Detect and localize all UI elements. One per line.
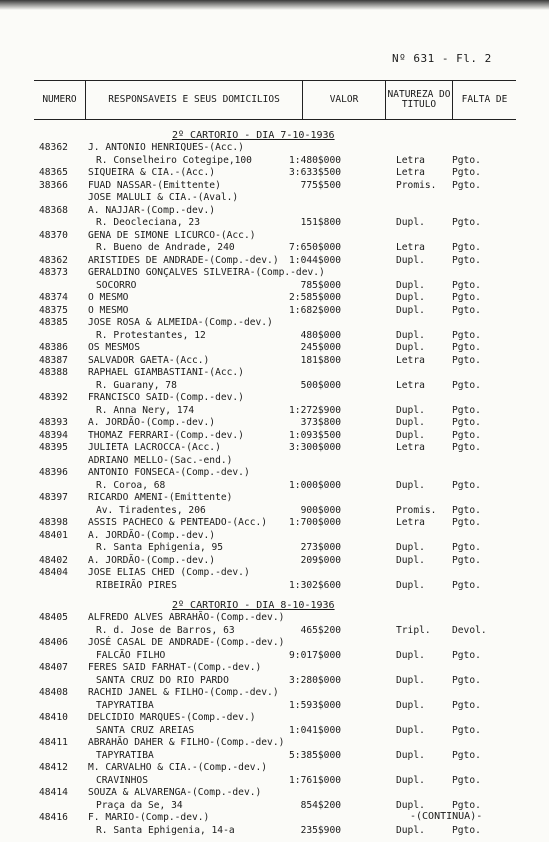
table-row bbox=[0, 329, 549, 342]
table-row bbox=[0, 279, 549, 292]
table-row bbox=[0, 824, 549, 837]
falta-de: Pgto. bbox=[452, 167, 481, 178]
natureza-titulo: Dupl. bbox=[396, 404, 425, 416]
responsavel-name: RAPHAEL GIAMBASTIANI-(Acc.) bbox=[88, 367, 244, 378]
table-row bbox=[0, 579, 549, 592]
table-row bbox=[0, 761, 549, 774]
responsavel-name: JOSE MALULI & CIA.-(Aval.) bbox=[88, 192, 239, 203]
natureza-titulo: Letra bbox=[396, 517, 425, 528]
domicilio: R. Conselheiro Cotegipe,100 bbox=[96, 154, 252, 166]
natureza-titulo: Dupl. bbox=[396, 749, 425, 761]
page-number: Nº 631 - Fl. 2 bbox=[392, 52, 492, 65]
header-natureza: NATUREZA DO TITULO bbox=[387, 89, 451, 110]
valor: 900$000 bbox=[300, 504, 341, 516]
entry-number: 48401 bbox=[39, 529, 68, 541]
entry-number: 48398 bbox=[39, 517, 68, 528]
entry-number: 48416 bbox=[39, 812, 68, 823]
valor: 151$800 bbox=[300, 217, 341, 228]
table-row bbox=[0, 479, 549, 492]
natureza-titulo: Dupl. bbox=[396, 279, 425, 291]
responsavel-name: ABRAHÃO DAHER & FILHO-(Comp.-dev.) bbox=[88, 737, 285, 748]
responsavel-name: GERALDINO GONÇALVES SILVEIRA-(Comp.-dev.) bbox=[88, 267, 325, 278]
valor: 3:280$000 bbox=[289, 674, 341, 686]
valor: 775$500 bbox=[300, 179, 341, 191]
responsavel-name: ASSIS PACHECO & PENTEADO-(Acc.) bbox=[88, 517, 268, 528]
responsavel-name: F. MARIO-(Comp.-dev.) bbox=[88, 812, 210, 823]
table-row bbox=[0, 749, 549, 762]
entry-number: 48394 bbox=[39, 429, 68, 441]
entry-number: 48362 bbox=[39, 142, 68, 153]
header-responsaveis: RESPONSAVEIS E SEUS DOMICILIOS bbox=[108, 94, 280, 105]
natureza-titulo: Dupl. bbox=[396, 649, 425, 661]
falta-de: Pgto. bbox=[452, 442, 481, 453]
natureza-titulo: Dupl. bbox=[396, 674, 425, 686]
responsavel-name: JOSE ELIAS CHED (Comp.-dev.) bbox=[88, 567, 250, 578]
responsavel-name: GENA DE SIMONE LICURCO-(Acc.) bbox=[88, 229, 256, 241]
natureza-titulo: Dupl. bbox=[396, 724, 425, 736]
entry-number: 48393 bbox=[39, 417, 68, 428]
entry-number: 38366 bbox=[39, 179, 68, 191]
falta-de: Pgto. bbox=[452, 342, 481, 353]
falta-de: Pgto. bbox=[452, 824, 481, 836]
falta-de: Pgto. bbox=[452, 304, 481, 316]
falta-de: Pgto. bbox=[452, 429, 481, 441]
entry-number: 48397 bbox=[39, 492, 68, 503]
falta-de: Pgto. bbox=[452, 649, 481, 661]
responsavel-name: RICARDO AMENI-(Emittente) bbox=[88, 492, 233, 503]
table-row bbox=[0, 661, 549, 674]
valor: 1:682$000 bbox=[289, 304, 341, 316]
responsavel-name: DELCIDIO MARQUES-(Comp.-dev.) bbox=[88, 712, 256, 723]
responsavel-name: OS MESMOS bbox=[88, 342, 140, 353]
natureza-titulo: Letra bbox=[396, 242, 425, 253]
domicilio: SOCORRO bbox=[96, 279, 137, 291]
table-row bbox=[0, 699, 549, 712]
table-row bbox=[0, 554, 549, 567]
valor: 1:700$000 bbox=[289, 517, 341, 528]
falta-de: Pgto. bbox=[452, 354, 481, 366]
falta-de: Pgto. bbox=[452, 154, 481, 166]
valor: 1:272$900 bbox=[289, 404, 341, 416]
falta-de: Devol. bbox=[452, 624, 487, 636]
natureza-titulo: Dupl. bbox=[396, 217, 425, 228]
continua-note: -(CONTINUA)- bbox=[410, 811, 483, 822]
responsavel-name: FRANCISCO SAID-(Comp.-dev.) bbox=[88, 392, 244, 403]
entry-number: 48408 bbox=[39, 687, 68, 698]
table-row bbox=[0, 391, 549, 404]
responsavel-name: ADRIANO MELLO-(Sac.-end.) bbox=[88, 454, 233, 466]
responsavel-name: A. JORDÃO-(Comp.-dev.) bbox=[88, 554, 216, 566]
natureza-titulo: Dupl. bbox=[396, 254, 425, 266]
natureza-titulo: Dupl. bbox=[396, 304, 425, 316]
responsavel-name: J. ANTONIO HENRIQUES-(Acc.) bbox=[88, 142, 244, 153]
valor: 273$000 bbox=[300, 542, 341, 553]
valor: 235$900 bbox=[300, 824, 341, 836]
falta-de: Pgto. bbox=[452, 724, 481, 736]
natureza-titulo: Letra bbox=[396, 167, 425, 178]
domicilio: R. Santa Ephigenia, 95 bbox=[96, 542, 224, 553]
falta-de: Pgto. bbox=[452, 242, 481, 253]
table-row bbox=[0, 649, 549, 662]
responsavel-name: SALVADOR GAETA-(Acc.) bbox=[88, 354, 210, 366]
domicilio: SANTA CRUZ DO RIO PARDO bbox=[96, 674, 229, 686]
table-row bbox=[0, 624, 549, 637]
responsavel-name: RACHID JANEL & FILHO-(Comp.-dev.) bbox=[88, 687, 279, 698]
table-row bbox=[0, 229, 549, 242]
entry-number: 48385 bbox=[39, 317, 68, 328]
table-row bbox=[0, 774, 549, 787]
table-row bbox=[0, 141, 549, 154]
responsavel-name: ALFREDO ALVES ABRAHÃO-(Comp.-dev.) bbox=[88, 612, 285, 623]
domicilio: R. Coroa, 68 bbox=[96, 479, 166, 491]
falta-de: Pgto. bbox=[452, 699, 481, 711]
table-row bbox=[0, 166, 549, 179]
table-row bbox=[0, 799, 549, 812]
valor: 1:044$000 bbox=[289, 254, 341, 266]
table-row bbox=[0, 566, 549, 579]
table-row bbox=[0, 204, 549, 217]
table-row bbox=[0, 429, 549, 442]
domicilio: TAPYRATIBA bbox=[96, 699, 154, 711]
domicilio: FALCÃO FILHO bbox=[96, 649, 166, 661]
domicilio: Av. Tiradentes, 206 bbox=[96, 504, 206, 516]
valor: 1:593$000 bbox=[289, 699, 341, 711]
entry-number: 48414 bbox=[39, 787, 68, 798]
natureza-titulo: Dupl. bbox=[396, 774, 425, 786]
entry-number: 48368 bbox=[39, 204, 68, 216]
domicilio: R. Protestantes, 12 bbox=[96, 329, 206, 341]
natureza-titulo: Dupl. bbox=[396, 542, 425, 553]
valor: 181$800 bbox=[300, 354, 341, 366]
responsavel-name: A. JORDÃO-(Comp.-dev.) bbox=[88, 529, 216, 541]
responsavel-name: O MESMO bbox=[88, 304, 129, 316]
falta-de: Pgto. bbox=[452, 379, 481, 391]
section-title: 2º CARTORIO - DIA 7-10-1936 bbox=[172, 130, 335, 141]
entry-number: 48375 bbox=[39, 304, 68, 316]
natureza-titulo: Tripl. bbox=[396, 624, 431, 636]
entry-number: 48373 bbox=[39, 267, 68, 278]
responsavel-name: SIQUEIRA & CIA.-(Acc.) bbox=[88, 167, 216, 178]
table-row bbox=[0, 674, 549, 687]
domicilio: R. Bueno de Andrade, 240 bbox=[96, 242, 235, 253]
table-row bbox=[0, 354, 549, 367]
natureza-titulo: Letra bbox=[396, 442, 425, 453]
natureza-titulo: Dupl. bbox=[396, 342, 425, 353]
entry-number: 48411 bbox=[39, 737, 68, 748]
falta-de: Pgto. bbox=[452, 292, 481, 303]
falta-de: Pgto. bbox=[452, 542, 481, 553]
falta-de: Pgto. bbox=[452, 417, 481, 428]
header-numero: NUMERO bbox=[42, 94, 77, 105]
domicilio: R. d. Jose de Barros, 63 bbox=[96, 624, 235, 636]
natureza-titulo: Dupl. bbox=[396, 429, 425, 441]
falta-de: Pgto. bbox=[452, 579, 481, 591]
valor: 1:041$000 bbox=[289, 724, 341, 736]
responsavel-name: A. NAJJAR-(Comp.-dev.) bbox=[88, 204, 216, 216]
table-row bbox=[0, 216, 549, 229]
entry-number: 48374 bbox=[39, 292, 68, 303]
falta-de: Pgto. bbox=[452, 254, 481, 266]
valor: 9:017$000 bbox=[289, 649, 341, 661]
valor: 5:385$000 bbox=[289, 749, 341, 761]
falta-de: Pgto. bbox=[452, 749, 481, 761]
responsavel-name: ANTONIO FONSECA-(Comp.-dev.) bbox=[88, 467, 250, 478]
header-falta: FALTA DE bbox=[461, 94, 508, 105]
table-row bbox=[0, 636, 549, 649]
falta-de: Pgto. bbox=[452, 674, 481, 686]
natureza-titulo: Dupl. bbox=[396, 799, 425, 811]
natureza-titulo: Letra bbox=[396, 154, 425, 166]
valor: 1:302$600 bbox=[289, 579, 341, 591]
natureza-titulo: Dupl. bbox=[396, 417, 425, 428]
table-row bbox=[0, 786, 549, 799]
table-row bbox=[0, 466, 549, 479]
table-row bbox=[0, 316, 549, 329]
responsavel-name: JOSE ROSA & ALMEIDA-(Comp.-dev.) bbox=[88, 317, 273, 328]
table-row bbox=[0, 611, 549, 624]
table-row bbox=[0, 711, 549, 724]
table-row bbox=[0, 491, 549, 504]
valor: 1:000$000 bbox=[289, 479, 341, 491]
domicilio: R. Santa Ephigenia, 14-a bbox=[96, 824, 235, 836]
responsavel-name: ARISTIDES DE ANDRADE-(Comp.-dev.) bbox=[88, 254, 279, 266]
table-row bbox=[0, 736, 549, 749]
domicilio: CRAVINHOS bbox=[96, 774, 148, 786]
table-header bbox=[34, 80, 516, 120]
valor: 1:093$500 bbox=[289, 429, 341, 441]
entry-number: 48402 bbox=[39, 554, 68, 566]
falta-de: Pgto. bbox=[452, 504, 481, 516]
table-row bbox=[0, 541, 549, 554]
valor: 1:761$000 bbox=[289, 774, 341, 786]
table-row bbox=[0, 686, 549, 699]
table-row bbox=[0, 504, 549, 517]
natureza-titulo: Promis. bbox=[396, 504, 437, 516]
responsavel-name: FUAD NASSAR-(Emittente) bbox=[88, 179, 221, 191]
entry-number: 48405 bbox=[39, 612, 68, 623]
natureza-titulo: Dupl. bbox=[396, 579, 425, 591]
scan-shadow bbox=[0, 0, 549, 10]
natureza-titulo: Letra bbox=[396, 354, 425, 366]
entry-number: 48386 bbox=[39, 342, 68, 353]
responsavel-name: JULIETA LACROCCA-(Acc.) bbox=[88, 442, 221, 453]
falta-de: Pgto. bbox=[452, 517, 481, 528]
table-row bbox=[0, 179, 549, 192]
table-row bbox=[0, 291, 549, 304]
natureza-titulo: Dupl. bbox=[396, 824, 425, 836]
table-row bbox=[0, 404, 549, 417]
table-row bbox=[0, 416, 549, 429]
valor: 209$000 bbox=[300, 554, 341, 566]
header-valor: VALOR bbox=[329, 94, 359, 105]
table-row bbox=[0, 154, 549, 167]
valor: 785$000 bbox=[300, 279, 341, 291]
natureza-titulo: Letra bbox=[396, 379, 425, 391]
domicilio: SANTA CRUZ AREIAS bbox=[96, 724, 195, 736]
natureza-titulo: Dupl. bbox=[396, 554, 425, 566]
entry-number: 48412 bbox=[39, 762, 68, 773]
domicilio: R. Guarany, 78 bbox=[96, 379, 177, 391]
entry-number: 48387 bbox=[39, 354, 68, 366]
valor: 480$000 bbox=[300, 329, 341, 341]
valor: 7:650$000 bbox=[289, 242, 341, 253]
natureza-titulo: Dupl. bbox=[396, 292, 425, 303]
valor: 465$200 bbox=[300, 624, 341, 636]
falta-de: Pgto. bbox=[452, 404, 481, 416]
falta-de: Pgto. bbox=[452, 279, 481, 291]
entry-number: 48395 bbox=[39, 442, 68, 453]
natureza-titulo: Promis. bbox=[396, 179, 437, 191]
responsavel-name: THOMAZ FERRARI-(Comp.-dev.) bbox=[88, 429, 244, 441]
table-row bbox=[0, 304, 549, 317]
entry-number: 48406 bbox=[39, 637, 68, 648]
table-row bbox=[0, 516, 549, 529]
table-row bbox=[0, 529, 549, 542]
domicilio: R. Anna Nery, 174 bbox=[96, 404, 195, 416]
falta-de: Pgto. bbox=[452, 329, 481, 341]
table-row bbox=[0, 254, 549, 267]
valor: 1:480$000 bbox=[289, 154, 341, 166]
entry-number: 48370 bbox=[39, 229, 68, 241]
falta-de: Pgto. bbox=[452, 774, 481, 786]
responsavel-name: O MESMO bbox=[88, 292, 129, 303]
valor: 854$200 bbox=[300, 799, 341, 811]
natureza-titulo: Dupl. bbox=[396, 699, 425, 711]
valor: 373$800 bbox=[300, 417, 341, 428]
responsavel-name: A. JORDÃO-(Comp.-dev.) bbox=[88, 417, 216, 428]
natureza-titulo: Dupl. bbox=[396, 329, 425, 341]
entry-number: 48396 bbox=[39, 467, 68, 478]
entry-number: 48410 bbox=[39, 712, 68, 723]
responsavel-name: SOUZA & ALVARENGA-(Comp.-dev.) bbox=[88, 787, 262, 798]
natureza-titulo: Dupl. bbox=[396, 479, 425, 491]
table-row bbox=[0, 724, 549, 737]
valor: 500$000 bbox=[300, 379, 341, 391]
table-row bbox=[0, 379, 549, 392]
section-title: 2º CARTORIO - DIA 8-10-1936 bbox=[172, 600, 335, 611]
domicilio: TAPYRATIBA bbox=[96, 749, 154, 761]
domicilio: Praça da Se, 34 bbox=[96, 799, 183, 811]
valor: 2:585$000 bbox=[289, 292, 341, 303]
responsavel-name: FERES SAID FARHAT-(Comp.-dev.) bbox=[88, 662, 262, 673]
table-row bbox=[0, 366, 549, 379]
table-row bbox=[0, 441, 549, 454]
falta-de: Pgto. bbox=[452, 799, 481, 811]
entry-number: 48392 bbox=[39, 392, 68, 403]
table-row bbox=[0, 241, 549, 254]
falta-de: Pgto. bbox=[452, 554, 481, 566]
falta-de: Pgto. bbox=[452, 179, 481, 191]
table-row bbox=[0, 191, 549, 204]
falta-de: Pgto. bbox=[452, 217, 481, 228]
entry-number: 48365 bbox=[39, 167, 68, 178]
valor: 245$000 bbox=[300, 342, 341, 353]
domicilio: R. Deocleciana, 23 bbox=[96, 217, 200, 228]
entry-number: 48388 bbox=[39, 367, 68, 378]
entry-number: 48407 bbox=[39, 662, 68, 673]
responsavel-name: M. CARVALHO & CIA.-(Comp.-dev.) bbox=[88, 762, 268, 773]
valor: 3:300$000 bbox=[289, 442, 341, 453]
entry-number: 48404 bbox=[39, 567, 68, 578]
entry-number: 48362 bbox=[39, 254, 68, 266]
table-row bbox=[0, 454, 549, 467]
table-row bbox=[0, 266, 549, 279]
falta-de: Pgto. bbox=[452, 479, 481, 491]
responsavel-name: JOSÉ CASAL DE ANDRADE-(Comp.-dev.) bbox=[88, 637, 285, 648]
valor: 3:633$500 bbox=[289, 167, 341, 178]
domicilio: RIBEIRÃO PIRES bbox=[96, 579, 177, 591]
table-row bbox=[0, 341, 549, 354]
